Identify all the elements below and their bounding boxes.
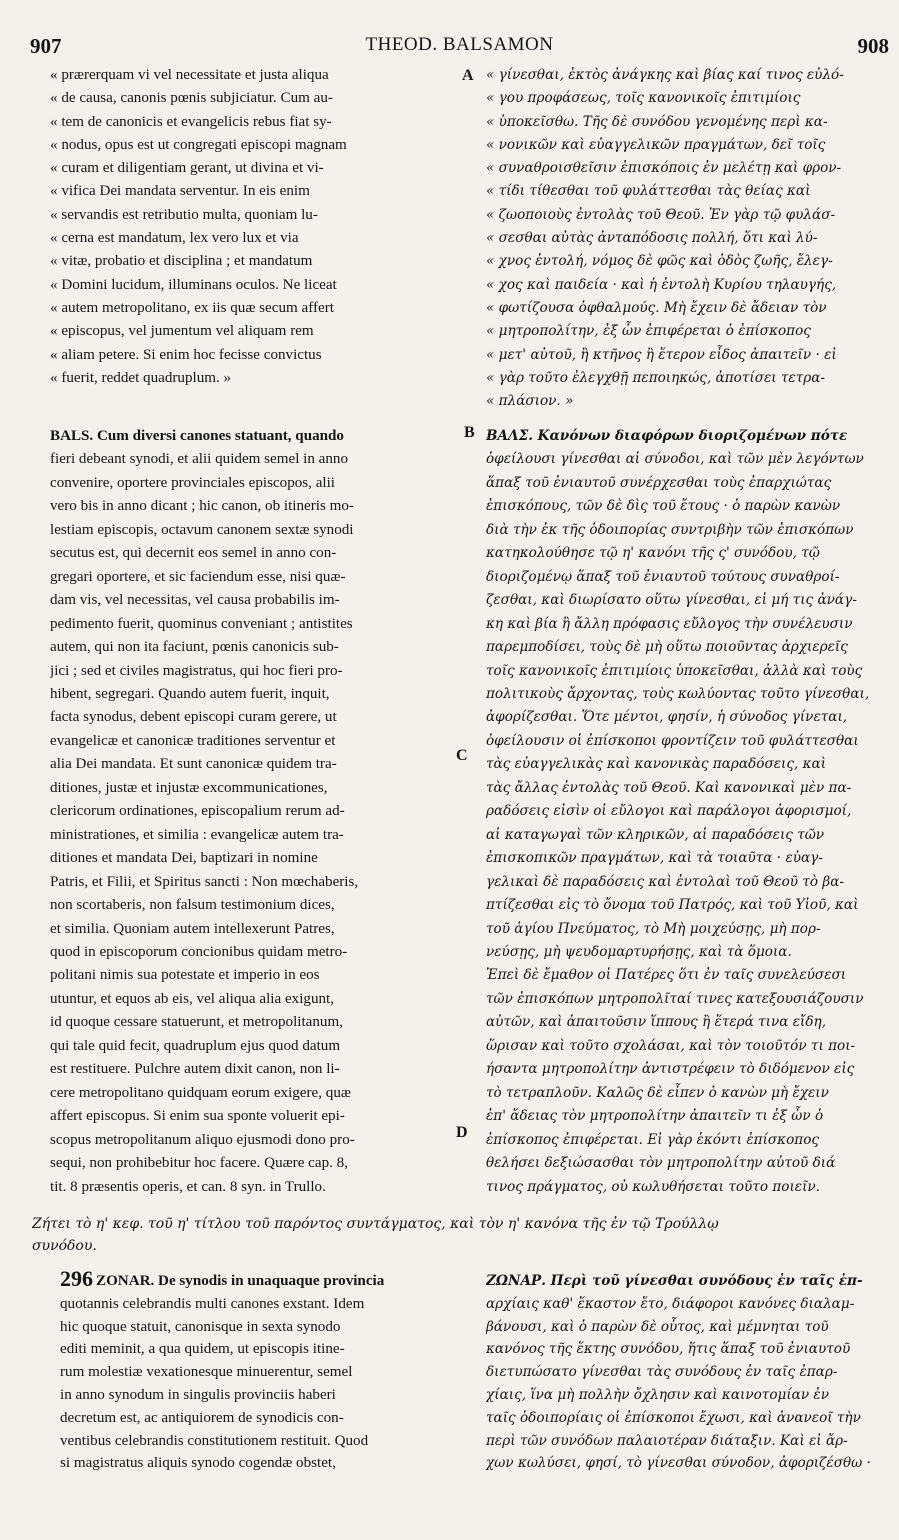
text-line: ταῖς ὁδοιπορίαις οἱ ἐπίσκοποι ἔχωσι, καὶ ἀνανεοῖ τὴν (486, 1409, 861, 1426)
text-line: « episcopus, vel jumentum vel aliquam rem (50, 323, 314, 340)
text-line: ministrationes, et similia : evangelicæ autem tra- (50, 826, 344, 843)
text-line: τῶν ἐπισκόπων μητροπολῖταί τινες κατεξουσιάζουσιν (486, 990, 864, 1007)
text-line: « cerna est mandatum, lex vero lux et via (50, 230, 299, 247)
text-line: « πλάσιον. » (486, 393, 574, 410)
margin-letter-a: A (462, 67, 474, 84)
text-line: ἅπαξ τοῦ ἐνιαυτοῦ συνέρχεσθαι τοὺς ἐπαρχιώτας (486, 474, 832, 491)
text-line: hibent, segregari. Quando autem fuerit, inquit, (50, 685, 330, 702)
text-line: politani nimis sua potestate et imperio in eos (50, 967, 320, 984)
text-line: πολιτικοὺς ἄρχοντας, τοὺς κωλύοντας τοῦτο γίνεσθαι, (486, 685, 870, 702)
text-line: BALS. Cum diversi canones statuant, quando (50, 428, 344, 444)
text-line: « φωτίζουσα ὀφθαλμούς. Μὴ ἔχειν δὲ ἄδειαν τὸν (486, 299, 827, 316)
text-line: πτίζεσθαι εἰς τὸ ὄνομα τοῦ Πατρός, καὶ τοῦ Υἱοῦ, καὶ (486, 897, 859, 914)
text-line: κατηκολούθησε τῷ η' κανόνι τῆς ς' συνόδου, τῷ (486, 545, 820, 562)
text-line: κανόνος τῆς ἕκτης συνόδου, ἥτις ἅπαξ τοῦ ἐνιαυτοῦ (486, 1341, 851, 1358)
text-line: « σεσθαι αὐτὰς ἀνταπόδοσις πολλή, ὅτι καὶ λύ- (486, 230, 818, 247)
canon-greek-text (486, 64, 894, 413)
text-line: « fuerit, reddet quadruplum. » (50, 369, 232, 386)
text-line: ραδόσεις εἰσὶν οἱ εὔλογοι καὶ παράλογοι ἀφορισμοί, (486, 803, 852, 820)
text-line: si magistratus aliquis synodo cogendæ obstet, (60, 1455, 336, 1472)
text-line: Ζήτει τὸ η' κεφ. τοῦ η' τίτλου τοῦ παρόντος συντάγματος, καὶ τὸν η' κανόνα τῆς ἐν τῷ Τρούλλῳ (32, 1216, 719, 1232)
text-line: gregari oportere, et sic faciendum esse, nisi quæ- (50, 568, 346, 585)
text-line: « γίνεσθαι, ἐκτὸς ἀνάγκης καὶ βίας καί τινος εὐλό- (486, 67, 844, 83)
text-line: cere metropolitano quidquam eorum exigere, quæ (50, 1084, 351, 1101)
text-line: τὰς εὐαγγελικὰς καὶ κανονικὰς παραδόσεις, καὶ (486, 756, 827, 773)
zonaras-latin-commentary (60, 1270, 460, 1475)
text-line: ΖΩΝΑΡ. Περὶ τοῦ γίνεσθαι συνόδους ἐν ταῖς ἐπ- (486, 1273, 863, 1289)
text-line: et similia. Quoniam autem intellexerunt Patres, (50, 920, 335, 937)
margin-letter-b: B (464, 424, 475, 441)
text-line: « Domini lucidum, illuminans oculos. Ne liceat (50, 276, 337, 293)
text-line: id quoque cessare statuerunt, et metropolitanum, (50, 1014, 343, 1031)
text-line: « prærerquam vi vel necessitate et justa aliqua (50, 67, 329, 83)
text-line: pedimento fuerit, quominus conveniant ; antistites (50, 615, 353, 632)
running-title: THEOD. BALSAMON (365, 34, 554, 55)
text-line: evangelicæ et canonicæ traditiones serventur et (50, 732, 336, 749)
text-line: clericorum ordinationes, episcopalium rerum ad- (50, 803, 345, 820)
text-line: sequi, non prohibebitur hoc facere. Quære cap. 8, (50, 1155, 348, 1172)
text-line: τὰς ἄλλας ἐντολὰς τοῦ Θεοῦ. Καὶ κανονικαὶ μὲν πα- (486, 779, 852, 796)
margin-letter-c: C (456, 747, 468, 764)
text-line: dam vis, vel necessitas, vel causa probabilis im- (50, 592, 340, 609)
text-line: « curam et diligentiam gerant, ut divina et vi- (50, 160, 324, 177)
text-line: ἐπ' ἄδειας τὸν μητροπολίτην ἀπαιτεῖν τι ἐξ ὧν ὁ (486, 1108, 824, 1125)
text-line: autem, qui non ita faciunt, pœnis canonicis sub- (50, 639, 339, 656)
text-line: secutus est, qui decernit eos semel in anno con- (50, 545, 337, 562)
left-page-number: 907 (30, 34, 62, 58)
cross-reference-note (32, 1213, 894, 1257)
text-line: Patris, et Filii, et Spiritus sancti : Non mœchaberis, (50, 873, 359, 890)
text-line: παρεμποδίσει, τοὺς δὲ μὴ οὕτω ποιοῦντας ἀρχιερεῖς (486, 639, 848, 656)
text-line: ήσαντα μητροπολίτην ἀντιστρέφειν τὸ διδόμενον εἰς (486, 1061, 855, 1078)
text-line: « vitæ, probatio et disciplina ; et mandatum (50, 253, 313, 270)
balsamon-greek-commentary (486, 425, 894, 1199)
text-line: ἐπισκοπικῶν πραγμάτων, καὶ τὰ τοιαῦτα · εὐαγ- (486, 850, 823, 867)
text-line: in anno synodum in singulis provinciis haberi (60, 1386, 336, 1403)
right-page-number: 908 (857, 34, 889, 58)
text-line: « autem metropolitano, ex iis quæ secum affert (50, 299, 334, 316)
text-line: alia Dei mandata. Et sunt canonicæ quidem tra- (50, 756, 337, 773)
text-line: συνόδου. (32, 1238, 97, 1254)
text-line: quotannis celebrandis multi canones exstant. Idem (60, 1295, 365, 1312)
text-line: διετυπώσατο γίνεσθαι τὰς συνόδους ἐν ταῖς ἐπαρ- (486, 1364, 838, 1381)
text-line: ὀφείλουσι γίνεσθαι αἱ σύνοδοι, καὶ τῶν μὲν λεγόντων (486, 451, 864, 468)
text-line: « συναθροισθεῖσιν ἐπισκόποις ἐν μελέτῃ καὶ φρον- (486, 160, 842, 177)
text-line: « ζωοποιοὺς ἐντολὰς τοῦ Θεοῦ. Ἐν γὰρ τῷ φυλάσ- (486, 206, 836, 223)
text-line: θελήσει δεξιώσασθαι τὸν μητροπολίτην αὐτοῦ διά (486, 1155, 836, 1172)
text-line: ζεσθαι, καὶ διωρίσατο οὕτω γίνεσθαι, εἰ μή τις ἀνάγ- (486, 592, 857, 609)
text-line: αὐτῶν, καὶ ἀπαιτοῦσιν ἵππους ἢ ἕτερά τινα εἴδη, (486, 1014, 827, 1031)
text-line: « vifica Dei mandata serventur. In eis enim (50, 183, 310, 200)
text-line: « ὑποκεῖσθω. Τῆς δὲ συνόδου γενομένης περὶ κα- (486, 113, 828, 130)
text-line: decretum est, ac antiquiorem de synodicis con- (60, 1409, 344, 1426)
text-line: κη καὶ βία ἢ ἄλλη πρόφασις εὔλογος τὴν συνέλευσιν (486, 615, 853, 632)
text-line: τοῦ ἁγίου Πνεύματος, τὸ Μὴ μοιχεύσῃς, μὴ πορ- (486, 920, 821, 937)
text-line: διὰ τὴν ἐκ τῆς ὁδοιπορίας συντριβὴν τῶν ἐπισκόπων (486, 521, 854, 538)
text-line: editi meminit, a qua quidem, ut episcopis itine- (60, 1341, 345, 1358)
text-line: « γὰρ τοῦτο ἐλεγχθῇ πεποιηκώς, ἀποτίσει τετρα- (486, 369, 826, 386)
text-line: ditiones, justæ et injustæ excommunicationes, (50, 779, 328, 796)
text-line: τοῖς κανονικοῖς ἐπιτιμίοις ὑποκεῖσθαι, ἀλλὰ καὶ τοὺς (486, 662, 863, 679)
text-line: « νονικῶν καὶ εὐαγγελικῶν πραγμάτων, δεῖ τοῖς (486, 136, 826, 153)
text-line: περὶ τῶν συνόδων παλαιοτέραν διάταξιν. Καὶ εἰ ἄρ- (486, 1432, 848, 1449)
text-line: vero bis in anno dicant ; hic canon, ob itineris mo- (50, 498, 354, 515)
text-line: « tem de canonicis et evangelicis rebus fiat sy- (50, 113, 332, 130)
text-line: ΒΑΛΣ. Κανόνων διαφόρων διοριζομένων πότε (486, 428, 848, 444)
text-line: ἐπισκόπους, τῶν δὲ δὶς τοῦ ἔτους · ὁ παρὼν κανὼν (486, 498, 841, 515)
text-line: βάνουσι, καὶ ὁ παρὼν δὲ οὗτος, καὶ μέμνηται τοῦ (486, 1318, 829, 1335)
text-line: « μητροπολίτην, ἐξ ὧν ἐπιφέρεται ὁ ἐπίσκοπος (486, 323, 811, 340)
text-line: ventibus celebrandis constitutionem restituit. Quod (60, 1432, 369, 1449)
text-line: « μετ' αὐτοῦ, ἢ κτῆνος ἢ ἕτερον εἶδος ἀπαιτεῖν · εἰ (486, 346, 837, 363)
text-line: χων κωλύσει, φησί, τὸ γίνεσθαι σύνοδον, ἀφοριζέσθω · (486, 1455, 871, 1472)
text-line: τὸ τετραπλοῦν. Καλῶς δὲ εἶπεν ὁ κανὼν μὴ ἔχειν (486, 1084, 829, 1101)
text-line: ditiones et mandata Dei, baptizari in nomine (50, 850, 318, 867)
zonaras-greek-commentary (486, 1270, 894, 1475)
text-line: ZONAR. De synodis in unaquaque provincia (96, 1273, 385, 1289)
text-line: est restituere. Pulchre autem dixit canon, non li- (50, 1061, 340, 1078)
text-line: Ἐπεὶ δὲ ἔμαθον οἱ Πατέρες ὅτι ἐν ταῖς συνελεύσεσι (486, 967, 847, 984)
text-line: « de causa, canonis pœnis subjiciatur. Cum au- (50, 90, 333, 107)
text-line: tit. 8 præsentis operis, et can. 8 syn. in Trullo. (50, 1178, 326, 1195)
text-line: jici ; sed et civiles magistratus, qui hoc fieri pro- (50, 662, 343, 679)
text-line: fieri debeant synodi, et alii quidem semel in anno (50, 451, 349, 468)
text-line: « servandis est retributio multa, quoniam lu- (50, 206, 318, 223)
text-line: rum molestiæ vexationesque minuerentur, semel (60, 1364, 353, 1381)
margin-letter-d: D (456, 1124, 468, 1141)
balsamon-latin-commentary (50, 425, 458, 1199)
text-line: « τίδι τίθεσθαι τοῦ φυλάττεσθαι τὰς θείας καὶ (486, 183, 811, 200)
text-line: « χνος ἐντολή, νόμος δὲ φῶς καὶ ὁδὸς ζωῆς, ἔλεγ- (486, 253, 833, 270)
text-line: hic quoque statuit, canonisque in sexta synodo (60, 1318, 341, 1335)
text-line: non scortaberis, non falsum testimonium dices, (50, 897, 335, 914)
text-line: « aliam petere. Si enim hoc fecisse convictus (50, 346, 322, 363)
text-line: quod in episcoporum concionibus quidam metro- (50, 943, 348, 960)
text-line: αἱ καταγωγαὶ τῶν κληρικῶν, αἱ παραδόσεις τῶν (486, 826, 825, 843)
text-line: qui tale quid fecit, quadruplum ejus quod datum (50, 1037, 341, 1054)
section-number: 296 (60, 1266, 93, 1291)
text-line: convenire, oportere provinciales episcopos, alii (50, 474, 336, 491)
text-line: αρχίαις καθ' ἕκαστον ἔτο, διάφοροι κανόνες διαλαμ- (486, 1295, 855, 1312)
text-line: ἐπίσκοπος ἐπιφέρεται. Εἰ γὰρ ἑκόντι ἐπίσκοπος (486, 1131, 820, 1148)
text-line: ἀφορίζεσθαι. Ὅτε μέντοι, φησίν, ἡ σύνοδος γίνεται, (486, 709, 848, 726)
text-line: « χος καὶ παιδεία · καὶ ἡ ἐντολὴ Κυρίου τηλαυγής, (486, 276, 837, 293)
text-line: affert episcopus. Si enim sua sponte voluerit epi- (50, 1108, 345, 1125)
running-header (30, 34, 889, 60)
text-line: χίαις, ἵνα μὴ πολλὴν ὄχλησιν καὶ καινοτομίαν ἐν (486, 1386, 829, 1403)
text-line: « γου προφάσεως, τοῖς κανονικοῖς ἐπιτιμίοις (486, 90, 801, 107)
text-line: νεύσῃς, μὴ ψευδομαρτυρήσῃς, καὶ τὰ ὅμοια. (486, 943, 792, 960)
text-line: τινος πράγματος, οὐ κωλυθήσεται τοῦτο ποιεῖν. (486, 1178, 820, 1195)
text-line: ὀφείλουσιν οἱ ἐπίσκοποι φροντίζειν τοῦ φυλάττεσθαι (486, 732, 859, 749)
text-line: γελικαὶ δὲ παραδόσεις καὶ ἐντολαὶ τοῦ Θεοῦ τὸ βα- (486, 873, 845, 890)
text-line: facta synodus, debent episcopi curam gerere, ut (50, 709, 337, 726)
text-line: lestiam episcopis, octavum canonem sextæ synodi (50, 521, 354, 538)
text-line: utuntur, et equos ab eis, vel aliqua alia exigunt, (50, 990, 335, 1007)
text-line: « nodus, opus est ut congregati episcopi magnam (50, 136, 347, 153)
text-line: ὥρισαν καὶ τοῦτο σχολάσαι, καὶ τὸν τοιοῦτόν τι ποι- (486, 1037, 856, 1054)
canon-latin-text (50, 64, 458, 390)
text-line: scopus metropolitanum aliquo ejusmodi dono pro- (50, 1131, 355, 1148)
text-line: διοριζομένῳ ἅπαξ τοῦ ἐνιαυτοῦ τούτους συναθροί- (486, 568, 840, 585)
